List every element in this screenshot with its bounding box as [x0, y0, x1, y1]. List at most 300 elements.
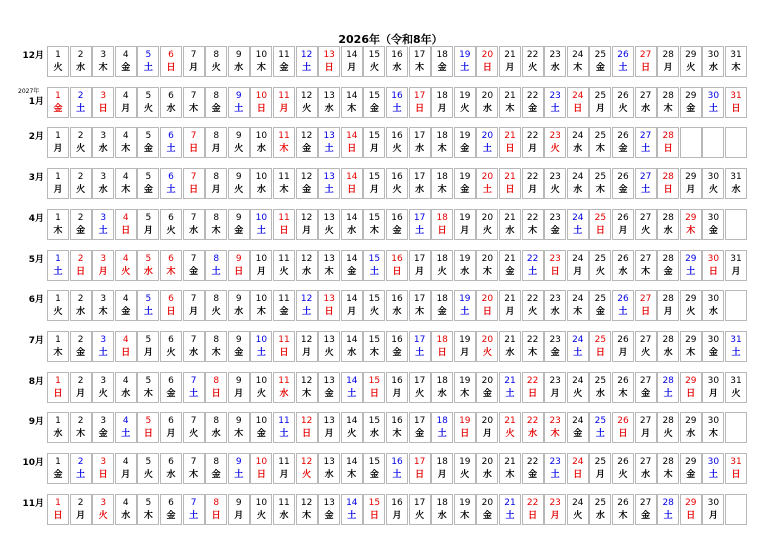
day-cell	[657, 87, 679, 118]
weekday-label: 金	[505, 266, 515, 277]
weekday-label: 月	[460, 347, 470, 358]
day-number: 28	[662, 497, 674, 508]
weekday-label: 土	[573, 347, 583, 358]
day-number: 25	[594, 253, 607, 264]
weekday-label: 土	[528, 266, 538, 277]
weekday-label: 金	[618, 144, 628, 155]
weekday-label: 土	[302, 63, 312, 73]
weekday-label: 火	[641, 347, 651, 358]
day-cell	[454, 412, 476, 443]
day-cell	[680, 209, 702, 240]
day-number: 17	[413, 90, 426, 101]
day-number: 25	[594, 50, 607, 60]
day-cell	[318, 494, 340, 525]
weekday-label: 月	[211, 185, 221, 196]
day-number: 11	[278, 334, 290, 345]
day-number: 22	[526, 131, 539, 142]
day-cell	[273, 290, 295, 321]
weekday-label: 土	[595, 429, 605, 440]
weekday-label: 月	[595, 470, 605, 480]
day-cell	[183, 168, 205, 199]
day-cell	[137, 290, 159, 321]
weekday-label: 月	[53, 185, 63, 196]
day-number: 23	[549, 497, 561, 508]
day-number: 23	[549, 50, 561, 60]
day-number: 25	[594, 457, 607, 467]
weekday-label: 水	[437, 510, 447, 521]
day-cell	[657, 46, 679, 77]
weekday-label: 水	[641, 470, 651, 480]
day-number: 14	[346, 457, 358, 467]
weekday-label: 火	[618, 470, 628, 480]
weekday-label: 木	[686, 347, 696, 358]
day-number: 30	[707, 497, 720, 508]
weekday-label: 月	[121, 470, 131, 480]
weekday-label: 火	[528, 307, 538, 318]
weekday-label: 金	[347, 266, 357, 277]
day-number: 28	[662, 375, 674, 386]
day-number: 4	[122, 334, 129, 345]
day-number: 6	[168, 131, 174, 142]
day-cell	[341, 46, 363, 77]
day-cell	[92, 250, 114, 281]
weekday-label: 土	[347, 510, 357, 521]
day-number: 8	[213, 457, 220, 467]
day-cell	[70, 453, 92, 484]
weekday-label: 月	[143, 347, 153, 358]
day-number: 24	[572, 457, 584, 467]
day-number: 7	[190, 50, 197, 60]
day-number: 10	[255, 416, 268, 427]
day-cell	[115, 453, 137, 484]
day-cell	[544, 290, 566, 321]
weekday-label: 火	[482, 225, 492, 236]
weekday-label: 日	[98, 470, 108, 480]
day-cell	[228, 87, 250, 118]
weekday-label: 水	[324, 103, 334, 114]
day-cell	[499, 494, 521, 525]
day-number: 14	[346, 253, 358, 264]
day-number: 26	[617, 416, 629, 427]
weekday-label: 土	[460, 63, 470, 73]
day-cell	[47, 46, 69, 77]
weekday-label: 月	[437, 103, 447, 114]
month-label: 10月	[22, 458, 44, 468]
weekday-label: 土	[482, 144, 492, 155]
weekday-label: 木	[550, 429, 560, 440]
weekday-label: 火	[573, 388, 583, 399]
day-cell	[476, 87, 498, 118]
day-cell	[431, 412, 453, 443]
day-number: 4	[122, 90, 129, 101]
day-number: 5	[145, 375, 152, 386]
day-number: 19	[459, 375, 471, 386]
day-number: 24	[572, 416, 584, 427]
day-cell	[635, 250, 657, 281]
day-number: 16	[391, 131, 403, 142]
weekday-label: 火	[708, 185, 718, 196]
day-number: 31	[730, 50, 742, 60]
day-number: 3	[100, 457, 107, 467]
day-cell	[702, 168, 724, 199]
weekday-label: 木	[53, 347, 63, 358]
day-cell	[567, 46, 589, 77]
weekday-label: 日	[98, 103, 108, 114]
weekday-label: 水	[618, 266, 628, 277]
day-cell	[454, 331, 476, 362]
day-number: 19	[459, 212, 471, 223]
weekday-label: 火	[392, 144, 402, 155]
day-cell	[183, 209, 205, 240]
weekday-label: 土	[415, 225, 425, 236]
weekday-label: 水	[53, 429, 63, 440]
day-cell	[70, 168, 92, 199]
weekday-label: 金	[143, 185, 153, 196]
day-cell	[589, 331, 611, 362]
day-cell	[702, 372, 724, 403]
day-number: 8	[213, 416, 220, 427]
day-cell	[476, 453, 498, 484]
day-number: 26	[617, 334, 629, 345]
weekday-label: 日	[415, 103, 425, 114]
day-number: 18	[436, 253, 448, 264]
day-number: 31	[730, 334, 742, 345]
day-cell	[635, 290, 657, 321]
weekday-label: 金	[460, 185, 470, 196]
day-cell	[205, 290, 227, 321]
day-cell	[431, 46, 453, 77]
weekday-label: 金	[641, 388, 651, 399]
day-number: 27	[639, 50, 652, 60]
weekday-label: 日	[686, 388, 696, 399]
month-label: 3月	[28, 173, 44, 184]
day-number: 5	[145, 334, 152, 345]
day-number: 22	[526, 375, 539, 386]
day-number: 24	[572, 497, 584, 508]
weekday-label: 土	[256, 347, 266, 358]
day-cell	[657, 331, 679, 362]
weekday-label: 金	[482, 510, 492, 521]
weekday-label: 日	[731, 470, 741, 480]
day-cell	[183, 412, 205, 443]
day-number: 1	[55, 172, 61, 183]
day-number: 30	[707, 212, 720, 223]
weekday-label: 木	[505, 470, 515, 480]
weekday-label: 日	[708, 266, 718, 277]
weekday-label: 水	[324, 470, 334, 480]
weekday-label: 火	[234, 144, 244, 155]
weekday-label: 火	[53, 307, 63, 318]
day-cell	[476, 412, 498, 443]
day-number: 15	[368, 457, 381, 467]
weekday-label: 月	[392, 510, 402, 521]
weekday-label: 金	[302, 185, 312, 196]
weekday-label: 土	[76, 470, 86, 480]
day-number: 2	[77, 497, 84, 508]
day-cell	[137, 331, 159, 362]
day-cell	[589, 494, 611, 525]
weekday-label: 水	[234, 63, 244, 73]
day-number: 5	[145, 253, 152, 264]
day-number: 14	[346, 375, 358, 386]
weekday-label: 火	[460, 103, 470, 114]
day-cell	[386, 453, 408, 484]
day-number: 1	[55, 334, 61, 345]
day-number: 9	[235, 90, 242, 101]
day-cell	[363, 494, 385, 525]
day-cell	[183, 453, 205, 484]
weekday-label: 水	[279, 388, 289, 399]
weekday-label: 金	[166, 510, 176, 521]
day-number: 11	[278, 90, 290, 101]
day-cell	[363, 127, 385, 158]
day-cell	[137, 127, 159, 158]
weekday-label: 日	[392, 266, 402, 277]
weekday-label: 月	[166, 429, 176, 440]
weekday-label: 水	[302, 266, 312, 277]
weekday-label: 火	[211, 307, 221, 318]
day-cell	[589, 412, 611, 443]
weekday-label: 水	[505, 225, 515, 236]
day-cell	[205, 250, 227, 281]
day-cell	[725, 168, 747, 199]
weekday-label: 日	[595, 225, 605, 236]
month-label: 6月	[28, 295, 44, 306]
day-number: 30	[707, 457, 720, 467]
weekday-label: 水	[369, 429, 379, 440]
day-number: 9	[235, 50, 242, 60]
day-cell	[296, 494, 318, 525]
day-number: 8	[213, 172, 220, 183]
day-number: 24	[572, 334, 584, 345]
day-number: 1	[55, 90, 61, 101]
weekday-label: 月	[347, 63, 357, 73]
day-number: 30	[707, 375, 720, 386]
day-number: 11	[278, 416, 290, 427]
weekday-label: 土	[76, 103, 86, 114]
day-number: 1	[55, 375, 61, 386]
day-number: 10	[255, 294, 268, 305]
day-cell	[115, 168, 137, 199]
day-cell	[318, 46, 340, 77]
day-cell	[522, 412, 544, 443]
weekday-label: 月	[256, 266, 266, 277]
day-cell	[273, 87, 295, 118]
weekday-label: 水	[460, 266, 470, 277]
weekday-label: 日	[324, 307, 334, 318]
weekday-label: 日	[234, 266, 244, 277]
day-number: 25	[594, 212, 607, 223]
weekday-label: 土	[550, 103, 560, 114]
day-cell	[635, 127, 657, 158]
day-number: 23	[549, 172, 561, 183]
weekday-label: 月	[731, 266, 741, 277]
weekday-label: 金	[550, 225, 560, 236]
day-cell	[431, 331, 453, 362]
day-cell	[386, 331, 408, 362]
day-cell	[183, 372, 205, 403]
day-cell	[205, 372, 227, 403]
day-number: 26	[617, 90, 629, 101]
day-cell	[386, 250, 408, 281]
day-cell	[70, 46, 92, 77]
day-number: 2	[77, 375, 84, 386]
weekday-label: 月	[53, 144, 63, 155]
day-number: 25	[594, 497, 607, 508]
day-cell	[657, 250, 679, 281]
weekday-label: 水	[392, 307, 402, 318]
day-cell	[160, 250, 182, 281]
day-cell	[341, 87, 363, 118]
weekday-label: 金	[166, 388, 176, 399]
weekday-label: 木	[211, 225, 221, 236]
day-number: 20	[481, 294, 494, 305]
day-cell	[454, 209, 476, 240]
day-number: 26	[617, 375, 629, 386]
day-cell	[409, 290, 431, 321]
day-cell	[386, 168, 408, 199]
day-number: 15	[368, 131, 381, 142]
weekday-label: 金	[686, 470, 696, 480]
weekday-label: 土	[708, 470, 718, 480]
day-cell	[205, 412, 227, 443]
day-number: 22	[526, 294, 539, 305]
day-number: 9	[235, 253, 242, 264]
day-number: 21	[504, 90, 516, 101]
day-number: 18	[436, 131, 448, 142]
weekday-label: 日	[505, 144, 515, 155]
weekday-label: 金	[437, 307, 447, 318]
day-cell	[115, 87, 137, 118]
day-cell	[228, 168, 250, 199]
day-number: 12	[300, 334, 313, 345]
weekday-label: 土	[347, 388, 357, 399]
day-number: 1	[55, 212, 61, 223]
weekday-label: 金	[708, 347, 718, 358]
day-number: 27	[639, 416, 652, 427]
day-cell	[409, 46, 431, 77]
day-number: 7	[190, 212, 197, 223]
weekday-label: 火	[663, 429, 673, 440]
weekday-label: 木	[731, 63, 741, 73]
weekday-label: 水	[550, 63, 560, 73]
day-cell	[205, 494, 227, 525]
weekday-label: 木	[528, 225, 538, 236]
day-cell	[725, 290, 747, 321]
day-cell	[522, 372, 544, 403]
day-cell	[341, 331, 363, 362]
day-cell	[273, 372, 295, 403]
day-cell	[409, 209, 431, 240]
day-cell	[454, 168, 476, 199]
day-cell	[567, 494, 589, 525]
day-cell	[544, 250, 566, 281]
day-number: 23	[549, 90, 561, 101]
day-cell	[522, 168, 544, 199]
day-number: 14	[346, 172, 358, 183]
day-number: 2	[77, 50, 84, 60]
day-number: 29	[685, 90, 697, 101]
day-number: 5	[145, 294, 152, 305]
day-number: 19	[459, 90, 471, 101]
day-cell	[363, 87, 385, 118]
day-number: 29	[685, 172, 697, 183]
day-cell	[544, 87, 566, 118]
weekday-label: 土	[641, 144, 651, 155]
weekday-label: 金	[76, 225, 86, 236]
weekday-label: 水	[256, 185, 266, 196]
weekday-label: 木	[618, 388, 628, 399]
weekday-label: 火	[437, 266, 447, 277]
day-cell	[454, 87, 476, 118]
day-cell	[160, 209, 182, 240]
day-cell	[454, 372, 476, 403]
day-number: 5	[145, 90, 152, 101]
day-cell	[115, 250, 137, 281]
day-cell	[47, 412, 69, 443]
day-number: 25	[594, 416, 607, 427]
day-number: 9	[235, 131, 242, 142]
weekday-label: 土	[482, 185, 492, 196]
month-label: 5月	[28, 254, 44, 265]
weekday-label: 水	[234, 307, 244, 318]
weekday-label: 日	[121, 347, 131, 358]
weekday-label: 火	[595, 266, 605, 277]
weekday-label: 木	[302, 388, 312, 399]
day-cell	[680, 87, 702, 118]
weekday-label: 火	[53, 63, 63, 73]
day-number: 29	[685, 50, 697, 60]
day-cell	[725, 209, 747, 240]
weekday-label: 金	[528, 103, 538, 114]
day-cell	[589, 250, 611, 281]
day-number: 13	[323, 375, 335, 386]
day-number: 24	[572, 253, 584, 264]
day-number: 26	[617, 497, 629, 508]
weekday-label: 木	[482, 266, 492, 277]
day-number: 20	[481, 334, 494, 345]
weekday-label: 土	[460, 307, 470, 318]
day-cell	[115, 46, 137, 77]
day-number: 27	[639, 131, 652, 142]
day-number: 5	[145, 416, 152, 427]
day-cell	[680, 372, 702, 403]
day-cell	[725, 453, 747, 484]
day-number: 25	[594, 334, 607, 345]
weekday-label: 金	[98, 429, 108, 440]
day-cell	[454, 250, 476, 281]
day-cell	[612, 209, 634, 240]
day-number: 12	[300, 416, 313, 427]
day-number: 29	[685, 253, 697, 264]
month-label: 9月	[28, 417, 44, 428]
day-number: 30	[707, 172, 720, 183]
day-number: 9	[235, 334, 242, 345]
day-number: 18	[436, 294, 448, 305]
weekday-label: 金	[392, 225, 402, 236]
day-number: 10	[255, 457, 268, 467]
day-number: 16	[391, 497, 403, 508]
weekday-label: 水	[663, 225, 673, 236]
day-cell	[183, 494, 205, 525]
day-cell	[363, 250, 385, 281]
day-cell	[612, 412, 634, 443]
weekday-label: 土	[234, 103, 244, 114]
day-number: 21	[504, 172, 516, 183]
day-cell	[363, 372, 385, 403]
weekday-label: 火	[505, 429, 515, 440]
day-number: 31	[730, 172, 742, 183]
